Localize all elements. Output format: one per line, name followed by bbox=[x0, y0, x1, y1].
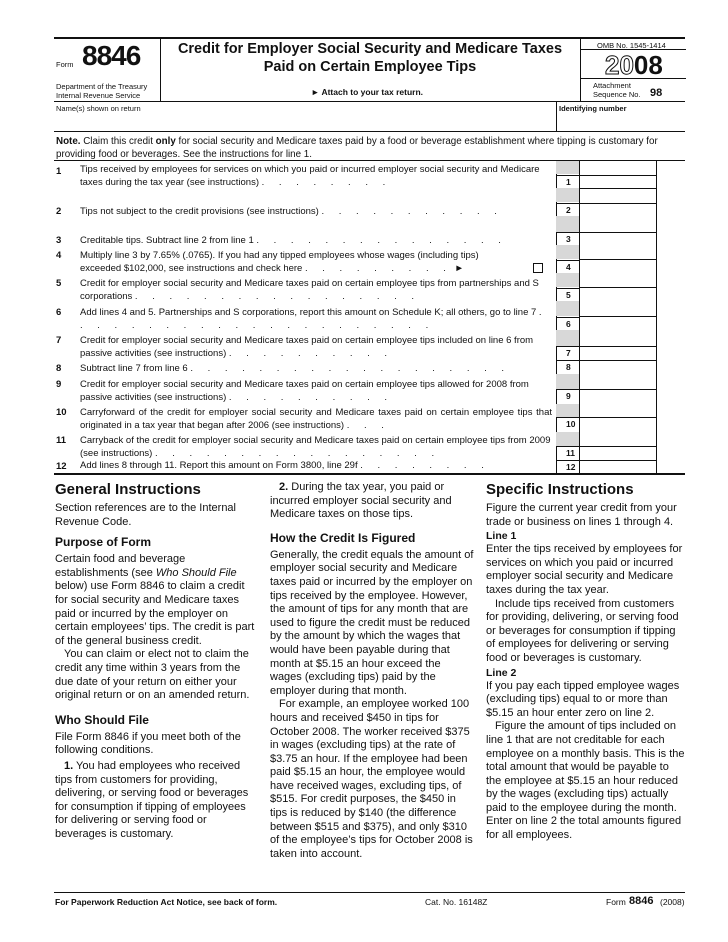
how-paragraph-2: For example, an employee worked 100 hours and received $450 in tips for October 2008. The worker received $375 in wages (excluding tips) at the rate of $3.75 an hour. If the employee had been paid $5.15 an hour, the employee would have received wages, excluding tips, of $515. For credit purposes, the $450 in tips is reduced by $140 (the difference between $515 and $375), and only $310 of the employee’s tips for October 2008 is taken into account. bbox=[270, 698, 473, 860]
line-3-amount[interactable] bbox=[579, 232, 656, 245]
attach-instruction: ► Attach to your tax return. bbox=[311, 87, 423, 97]
form-word: Form bbox=[56, 60, 74, 69]
line-2-paragraph-2: Figure the amount of tips included on line 1 that are not creditable for each employee on a monthly basis. This is the total amount that would be payable to the employee at $5.15 an hour reduced by the wages (excluding tips) actually paid to the employee during the month. Enter on line 2 the total amounts figured for all employees. bbox=[486, 720, 685, 842]
general-instructions-heading: General Instructions bbox=[55, 481, 201, 498]
how-paragraph-1: Generally, the credit equals the amount of employer social security and Medicare taxes paid or incurred by the employer on tips received by the employee. However, the amount of tips for any month that are used to figure the credit must be reduced by the amount by which the wages that would have been payable during that month at $5.15 an hour exceed the wages (excluding tips) paid by the employer during that month. bbox=[270, 548, 474, 697]
general-instructions-text: Section references are to the Internal Revenue Code. bbox=[55, 502, 236, 528]
line-11-amount[interactable] bbox=[579, 446, 656, 460]
instructions-column-1 bbox=[55, 481, 255, 841]
line-1-amount[interactable] bbox=[579, 175, 656, 188]
line-10-amount[interactable] bbox=[579, 417, 656, 432]
omb-number: OMB No. 1545-1414 bbox=[597, 41, 666, 50]
identifying-number-field[interactable] bbox=[559, 114, 683, 130]
sequence-label: Sequence No. bbox=[593, 90, 641, 99]
line-8-amount[interactable] bbox=[579, 360, 656, 374]
name-field[interactable] bbox=[56, 114, 552, 130]
condition-2: 2. During the tax year, you paid or incurred employer social security and Medicare taxes on those tips. bbox=[270, 481, 452, 521]
how-credit-figured-heading: How the Credit Is Figured bbox=[270, 530, 416, 545]
condition-1: 1. You had employees who received tips from customers for providing, delivering, or serving food or beverages for consumption if tipping of employees for delivering or serving food or beverages is customary. bbox=[55, 759, 249, 840]
line-2-amount[interactable] bbox=[579, 203, 656, 216]
specific-text: Figure the current year credit from your trade or business on lines 1 through 4. bbox=[486, 502, 677, 528]
line-4-amount[interactable] bbox=[579, 259, 656, 273]
note-text: Note. Claim this credit only for social security and Medicare taxes paid by a food or beverage establishment where tipping is customary for providing food or beverages. See the instructions for line 1. bbox=[56, 136, 658, 160]
who-should-file-text: File Form 8846 if you meet both of the following conditions. bbox=[55, 730, 241, 757]
line-1-paragraph-2: Include tips received from customers for providing, delivering, or serving food or beverages for consumption if tipping of employees for delivering or serving food or beverages is customary. bbox=[486, 597, 679, 664]
purpose-paragraph-2: You can claim or elect not to claim the credit any time within 3 years from the due date of your return on either your original return or on an amended return. bbox=[55, 648, 250, 702]
footer-form-word: Form bbox=[606, 897, 626, 907]
line-9-amount[interactable] bbox=[579, 389, 656, 404]
names-label: Name(s) shown on return bbox=[56, 104, 141, 113]
over-102000-checkbox[interactable] bbox=[533, 263, 543, 273]
line-6-amount[interactable] bbox=[579, 316, 656, 330]
identifying-number-label: Identifying number bbox=[559, 104, 627, 113]
purpose-heading: Purpose of Form bbox=[55, 535, 152, 550]
specific-instructions-heading: Specific Instructions bbox=[486, 481, 634, 498]
line-7-amount[interactable] bbox=[579, 346, 656, 360]
attachment-label: Attachment bbox=[593, 81, 631, 90]
who-should-file-heading: Who Should File bbox=[55, 712, 149, 727]
purpose-paragraph-1: Certain food and beverage establishments (see Who Should File below) use Form 8846 to claim a credit for social security and Medicare taxes paid or incurred by the employer on certain employees’ tips. The credit is part of the general business credit. bbox=[55, 553, 255, 647]
department: Department of the Treasury bbox=[56, 82, 148, 91]
tax-year: 2008 bbox=[605, 50, 663, 80]
line-1-paragraph-1: Enter the tips received by employees for services on which you paid or incurred employer social security and Medicare taxes during the tax year. bbox=[486, 543, 683, 596]
footer-form-number: 8846 bbox=[629, 895, 654, 907]
line-12-amount[interactable] bbox=[579, 460, 656, 473]
agency: Internal Revenue Service bbox=[56, 91, 141, 100]
line-2-paragraph-1: If you pay each tipped employee wages (excluding tips) equal to or more than $5.15 an hour enter zero on line 2. bbox=[486, 679, 680, 719]
line-5-amount[interactable] bbox=[579, 287, 656, 301]
instructions-column-2 bbox=[270, 481, 475, 861]
line-1-heading: Line 1 bbox=[486, 530, 517, 543]
catalog-number: Cat. No. 16148Z bbox=[425, 897, 488, 907]
footer-year: (2008) bbox=[660, 897, 685, 907]
form-number: 8846 bbox=[82, 40, 141, 71]
line-2-heading: Line 2 bbox=[486, 666, 517, 679]
sequence-number: 98 bbox=[650, 87, 663, 99]
form-title: Credit for Employer Social Security and Medicare Taxes Paid on Certain Employee Tips bbox=[177, 41, 563, 75]
paperwork-notice: For Paperwork Reduction Act Notice, see back of form. bbox=[55, 897, 278, 907]
instructions-column-3 bbox=[486, 481, 686, 843]
